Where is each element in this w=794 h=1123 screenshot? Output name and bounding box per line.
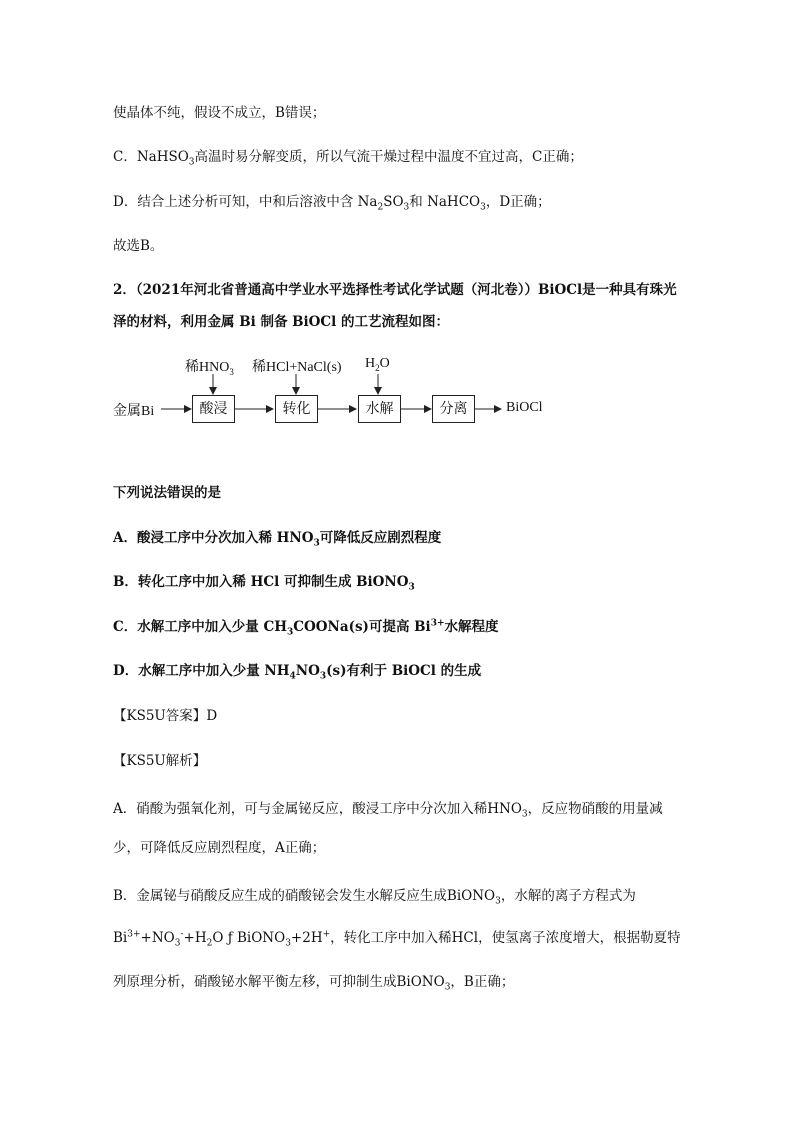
step-box-separation: 分离 xyxy=(432,395,475,423)
analysis-b-line-1: B．金属铋与硝酸反应生成的硝酸铋会发生水解反应生成BiONO$_3$，水解的离子方程式为 xyxy=(113,888,636,907)
option-b: B．转化工序中加入稀 HCl 可抑制生成 BiONO$_3$ xyxy=(113,574,415,593)
answer-label: 【KS5U答案】 xyxy=(113,708,207,724)
text-line-4: 故选B。 xyxy=(113,238,164,254)
flow-start-label: 金属Bi xyxy=(113,404,155,419)
reagent-1-label: 稀$HNO_3$ xyxy=(185,360,234,377)
step-box-hydrolysis: 水解 xyxy=(358,395,401,423)
option-a: A．酸浸工序中分次加入稀 $HNO_3$可降低反应剧烈程度 xyxy=(113,530,442,549)
analysis-b-line-3: 列原理分析，硝酸铋水解平衡左移，可抑制生成BiONO$_3$，B正确； xyxy=(113,974,515,993)
question-ask: 下列说法错误的是 xyxy=(113,485,221,501)
question-2-line-2: 泽的材料，利用金属 Bi 制备 BiOCl 的工艺流程如图： xyxy=(113,314,450,330)
answer-line xyxy=(113,706,714,726)
text-line-2: C．NaHSO$_3$高温时易分解变质，所以气流干燥过程中温度不宜过高，C正确； xyxy=(113,149,583,168)
flow-end-label: BiOCl xyxy=(506,400,543,415)
analysis-b-equation-line: $Bi^{3+}+NO_3^-+H_2O$ ƒ BiONO$_3$+2H+，转化工序中加入稀HCl，使氢离子浓度增大，根据勒夏特 xyxy=(113,929,681,949)
answer-value: D xyxy=(206,708,218,724)
text-line-1: 使晶体不纯，假设不成立，B错误； xyxy=(113,105,326,121)
step-box-acid-leach: 酸浸 xyxy=(192,395,235,423)
process-flow-chart xyxy=(113,352,573,432)
question-2-line-1: 2．（2021年河北省普通高中学业水平选择性考试化学试题（河北卷））BiOCl是一种具有珠光 xyxy=(113,282,677,298)
reagent-3-label: $H_2O$ xyxy=(365,356,390,373)
flow-arrows xyxy=(113,352,573,432)
step-box-conversion: 转化 xyxy=(275,395,318,423)
analysis-a-line-1: A．硝酸为强氧化剂，可与金属铋反应，酸浸工序中分次加入稀$HNO_3$，反应物硝酸的用量减 xyxy=(113,801,663,820)
text-line-3: D．结合上述分析可知，中和后溶液中含 $Na_2SO_3$和 NaHCO$_3$，D正确； xyxy=(113,194,551,213)
option-c: C．水解工序中加入少量 $CH_3COONa(s)$可提高 $Bi^{3+}$水解程度 xyxy=(113,618,499,638)
analysis-a-line-2: 少，可降低反应剧烈程度，A正确； xyxy=(113,840,326,856)
option-d: D．水解工序中加入少量 $NH_4NO_3(s)$有利于 BiOCl 的生成 xyxy=(113,663,482,682)
reagent-2-label: 稀HCl+NaCl(s) xyxy=(252,360,342,375)
analysis-label: 【KS5U解析】 xyxy=(113,753,207,769)
